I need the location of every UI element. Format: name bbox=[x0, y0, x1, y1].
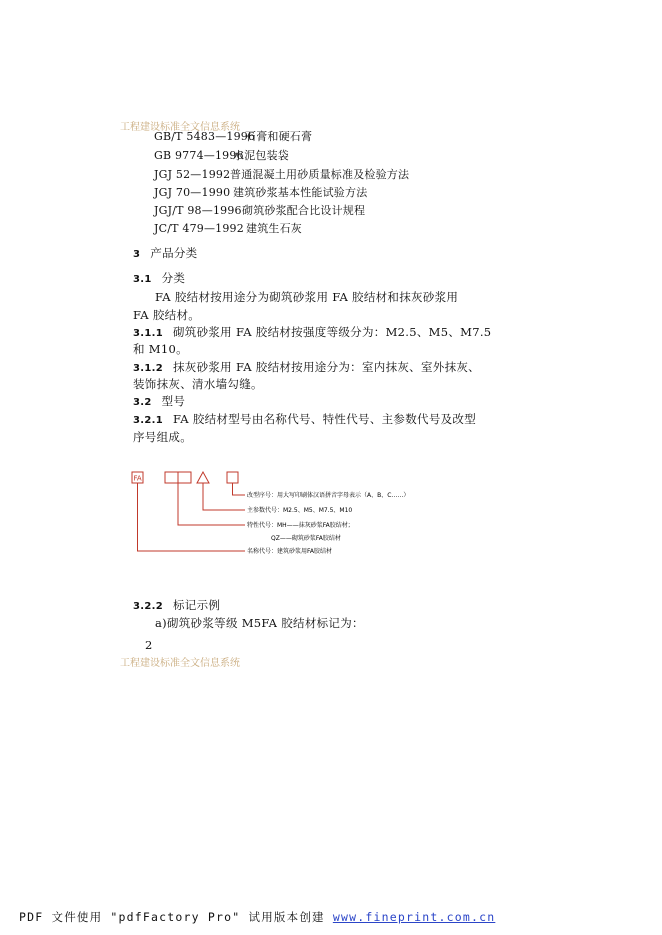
paragraph-line: FA 胶结材按用途分为砌筑砂浆用 FA 胶结材和抹灰砂浆用 bbox=[155, 290, 459, 304]
section-3-1-1 bbox=[133, 324, 491, 340]
watermark-bottom: 工程建设标准全文信息系统 bbox=[120, 658, 240, 669]
section-title: 型号 bbox=[161, 394, 186, 408]
section-number: 3.2.1 bbox=[133, 415, 163, 426]
main-param-leader bbox=[203, 483, 245, 510]
section-3-2-1 bbox=[133, 411, 476, 427]
feature-label-2: QZ——砌筑砂浆FA胶结材 bbox=[271, 535, 341, 542]
standard-code: GB 9774—1996 bbox=[154, 149, 244, 162]
standard-item bbox=[154, 166, 409, 182]
feature-leader bbox=[178, 483, 245, 525]
section-3-heading bbox=[133, 245, 197, 261]
section-3-2-heading bbox=[133, 393, 185, 409]
paragraph-line: 抹灰砂浆用 FA 胶结材按用途分为：室内抹灰、室外抹灰、 bbox=[172, 360, 480, 374]
section-3-1-heading bbox=[133, 270, 185, 286]
paragraph-line: a)砌筑砂浆等级 M5FA 胶结材标记为： bbox=[155, 616, 364, 630]
standard-code: JGJ 52—1992 bbox=[154, 168, 231, 181]
watermark-top: 工程建设标准全文信息系统 bbox=[120, 122, 240, 133]
section-title: 分类 bbox=[161, 271, 186, 285]
standard-item bbox=[154, 128, 312, 144]
name-label: 名称代号：建筑砂浆用FA胶结材 bbox=[247, 548, 333, 555]
section-3-1-2 bbox=[133, 359, 480, 375]
model-designation-diagram bbox=[125, 465, 455, 565]
main-param-label: 主参数代号：M2.5、M5、M7.5、M10 bbox=[247, 507, 353, 514]
section-number: 3.1 bbox=[133, 274, 152, 285]
main-param-triangle bbox=[197, 472, 209, 483]
feature-box-2 bbox=[178, 472, 191, 483]
standard-code: JGJ/T 98—1996 bbox=[154, 204, 242, 217]
pdf-footer bbox=[19, 909, 495, 925]
standard-title: 石膏和硬石膏 bbox=[245, 130, 313, 143]
standard-code: GB/T 5483—1996 bbox=[154, 130, 256, 143]
paragraph-line: 砌筑砂浆用 FA 胶结材按强度等级分为：M2.5、M5、M7.5 bbox=[172, 325, 492, 339]
standard-title: 建筑生石灰 bbox=[246, 222, 302, 235]
standard-title: 水泥包装袋 bbox=[233, 149, 289, 162]
section-number: 3 bbox=[133, 249, 141, 260]
fa-box-label: FA bbox=[133, 474, 142, 483]
name-leader bbox=[138, 483, 246, 551]
standard-title: 普通混凝土用砂质量标准及检验方法 bbox=[230, 168, 410, 181]
feature-label-1: 特性代号：MH——抹灰砂浆FA胶结材； bbox=[247, 522, 354, 529]
page-number: 2 bbox=[145, 638, 153, 652]
revision-box bbox=[227, 472, 238, 483]
paragraph-line: 和 M10。 bbox=[133, 342, 188, 356]
standard-item bbox=[154, 202, 365, 218]
revision-label: 改型序号：用大写印刷体汉语拼音字母表示（A、B、C……） bbox=[247, 492, 410, 499]
paragraph-line: 序号组成。 bbox=[133, 430, 192, 444]
standard-title: 建筑砂浆基本性能试验方法 bbox=[233, 186, 368, 199]
paragraph-line: FA 胶结材。 bbox=[133, 308, 201, 322]
section-number: 3.1.1 bbox=[133, 328, 163, 339]
paragraph-line: 装饰抹灰、清水墙勾缝。 bbox=[133, 377, 263, 391]
standard-item bbox=[154, 184, 367, 200]
section-number: 3.1.2 bbox=[133, 363, 163, 374]
standard-code: JGJ 70—1990 bbox=[154, 186, 231, 199]
section-title: 产品分类 bbox=[150, 246, 198, 260]
section-number: 3.2.2 bbox=[133, 601, 163, 612]
footer-link[interactable]: www.fineprint.com.cn bbox=[332, 910, 496, 924]
standard-item bbox=[154, 220, 302, 236]
standard-code: JC/T 479—1992 bbox=[154, 222, 244, 235]
section-title: 标记示例 bbox=[172, 598, 221, 612]
standard-item bbox=[154, 147, 289, 163]
revision-leader bbox=[233, 483, 246, 495]
feature-box-1 bbox=[165, 472, 178, 483]
section-3-2-2-heading bbox=[133, 597, 220, 613]
paragraph-line: FA 胶结材型号由名称代号、特性代号、主参数代号及改型 bbox=[172, 412, 477, 426]
standard-title: 砌筑砂浆配合比设计规程 bbox=[242, 204, 366, 217]
section-number: 3.2 bbox=[133, 397, 152, 408]
footer-text: PDF 文件使用 "pdfFactory Pro" 试用版本创建 bbox=[19, 910, 333, 924]
